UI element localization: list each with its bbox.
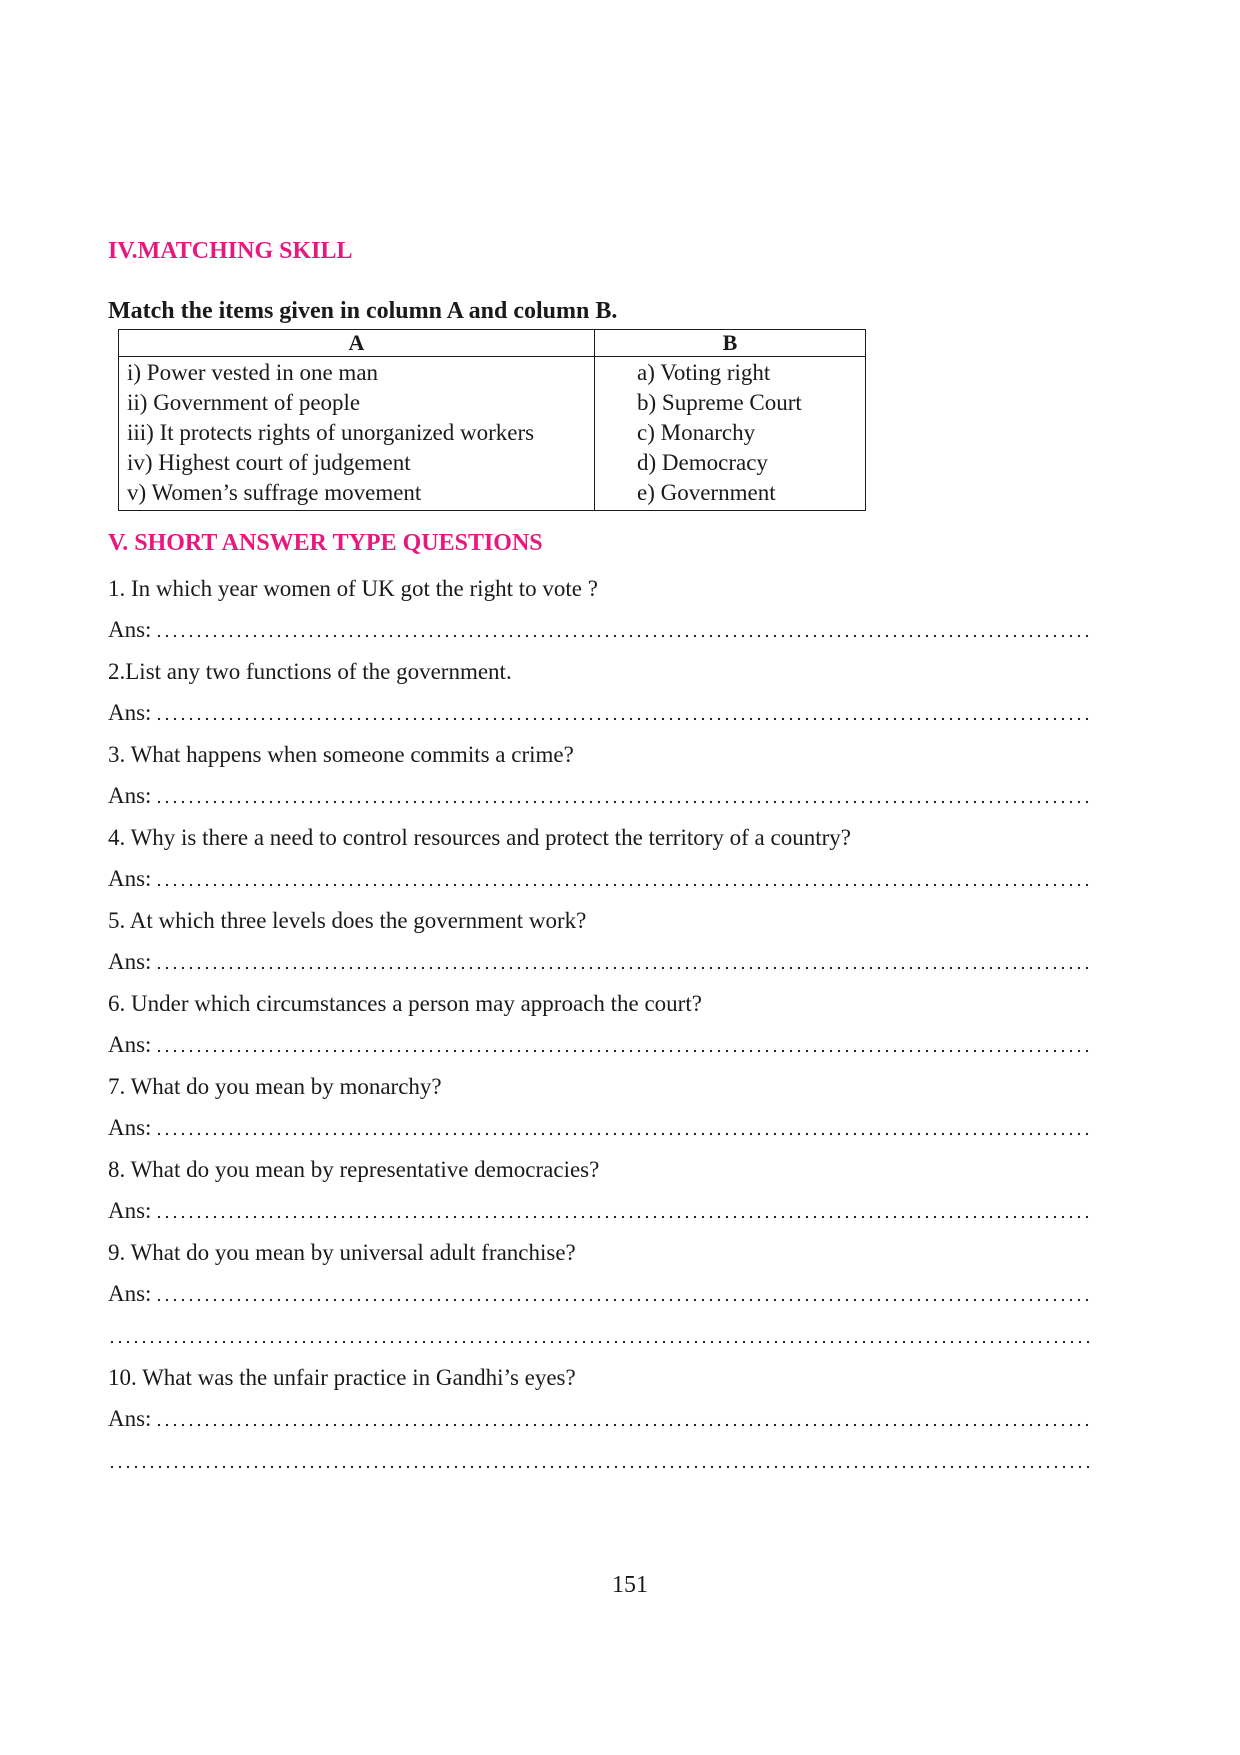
answer-label: Ans: [108, 1281, 152, 1306]
dotted-answer-space [155, 1049, 1093, 1053]
dotted-answer-space [155, 634, 1093, 638]
matching-instruction: Match the items given in column A and column B. [108, 298, 618, 324]
question-text: 1. In which year women of UK got the right to vote ? [108, 576, 598, 601]
answer-line[interactable] [108, 609, 1093, 651]
dotted-answer-space [155, 1132, 1093, 1136]
question-item [108, 1232, 1093, 1357]
answer-continuation-line[interactable] [108, 1440, 1093, 1482]
short-answer-heading: V. SHORT ANSWER TYPE QUESTIONS [108, 530, 543, 556]
dotted-answer-space [155, 1423, 1093, 1427]
matching-table [118, 329, 866, 511]
question-text: 9. What do you mean by universal adult franchise? [108, 1240, 576, 1265]
matching-skill-heading: IV.MATCHING SKILL [108, 238, 353, 264]
table-row [119, 448, 866, 478]
dotted-answer-space [108, 1340, 1093, 1344]
answer-label: Ans: [108, 949, 152, 974]
question-text: 4. Why is there a need to control resources and protect the territory of a country? [108, 825, 851, 850]
answer-label: Ans: [108, 1115, 152, 1140]
question-text: 6. Under which circumstances a person may approach the court? [108, 991, 702, 1016]
answer-label: Ans: [108, 783, 152, 808]
question-text: 2.List any two functions of the government. [108, 659, 512, 684]
dotted-answer-space [155, 800, 1093, 804]
column-a-item: v) Women’s suffrage movement [119, 478, 595, 511]
answer-line[interactable] [108, 858, 1093, 900]
column-b-item: d) Democracy [595, 448, 866, 478]
question-item [108, 1149, 1093, 1232]
answer-line[interactable] [108, 775, 1093, 817]
answer-label: Ans: [108, 1406, 152, 1431]
question-item [108, 900, 1093, 983]
question-item [108, 651, 1093, 734]
column-a-item: iii) It protects rights of unorganized workers [119, 418, 595, 448]
column-b-header: B [595, 330, 866, 357]
dotted-answer-space [155, 883, 1093, 887]
answer-line[interactable] [108, 1107, 1093, 1149]
answer-line[interactable] [108, 941, 1093, 983]
answer-line[interactable] [108, 1024, 1093, 1066]
answer-line[interactable] [108, 1273, 1093, 1315]
question-text: 5. At which three levels does the government work? [108, 908, 587, 933]
question-item [108, 983, 1093, 1066]
dotted-answer-space [155, 966, 1093, 970]
table-row [119, 418, 866, 448]
dotted-answer-space [108, 1465, 1093, 1469]
question-text: 3. What happens when someone commits a crime? [108, 742, 574, 767]
question-item [108, 568, 1093, 651]
answer-label: Ans: [108, 1032, 152, 1057]
question-item [108, 734, 1093, 817]
question-text: 8. What do you mean by representative democracies? [108, 1157, 600, 1182]
answer-label: Ans: [108, 617, 152, 642]
question-text: 10. What was the unfair practice in Gandhi’s eyes? [108, 1365, 576, 1390]
column-b-item: e) Government [595, 478, 866, 511]
dotted-answer-space [155, 717, 1093, 721]
column-a-item: iv) Highest court of judgement [119, 448, 595, 478]
answer-label: Ans: [108, 866, 152, 891]
question-text: 7. What do you mean by monarchy? [108, 1074, 442, 1099]
answer-continuation-line[interactable] [108, 1315, 1093, 1357]
column-a-item: i) Power vested in one man [119, 357, 595, 389]
table-row [119, 388, 866, 418]
table-row [119, 357, 866, 389]
table-row [119, 478, 866, 511]
dotted-answer-space [155, 1215, 1093, 1219]
dotted-answer-space [155, 1298, 1093, 1302]
answer-line[interactable] [108, 1398, 1093, 1440]
column-b-item: a) Voting right [595, 357, 866, 389]
column-a-header: A [119, 330, 595, 357]
answer-line[interactable] [108, 1190, 1093, 1232]
question-item [108, 817, 1093, 900]
answer-label: Ans: [108, 700, 152, 725]
question-list [108, 568, 1093, 1482]
answer-line[interactable] [108, 692, 1093, 734]
answer-label: Ans: [108, 1198, 152, 1223]
page-number: 151 [612, 1572, 648, 1598]
question-item [108, 1357, 1093, 1482]
matching-table-header-row [119, 330, 866, 357]
column-a-item: ii) Government of people [119, 388, 595, 418]
column-b-item: c) Monarchy [595, 418, 866, 448]
column-b-item: b) Supreme Court [595, 388, 866, 418]
question-item [108, 1066, 1093, 1149]
